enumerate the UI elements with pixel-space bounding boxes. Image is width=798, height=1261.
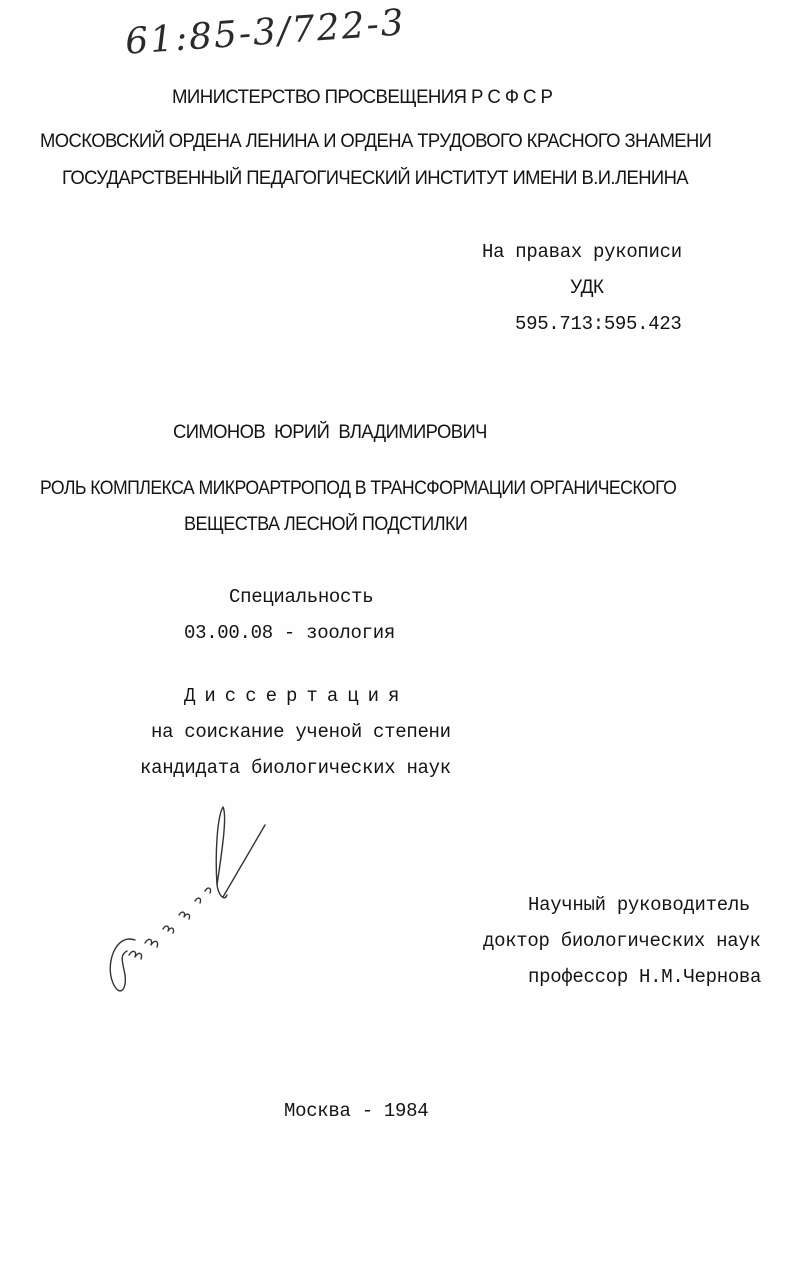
institute-line-2: ГОСУДАРСТВЕННЫЙ ПЕДАГОГИЧЕСКИЙ ИНСТИТУТ ИМЕНИ В.И.ЛЕНИНА	[62, 168, 689, 189]
advisor-label: Научный руководитель	[528, 894, 751, 916]
title-line-2: ВЕЩЕСТВА ЛЕСНОЙ ПОДСТИЛКИ	[184, 514, 468, 535]
degree-line-2: кандидата биологических наук	[140, 757, 451, 779]
ministry-heading: МИНИСТЕРСТВО ПРОСВЕЩЕНИЯ Р С Ф С Р	[172, 87, 553, 108]
udk-value: 595.713:595.423	[515, 313, 682, 335]
city-year: Москва - 1984	[284, 1100, 429, 1122]
dissertation-label: Диссертация	[184, 685, 409, 707]
degree-line-1: на соискание ученой степени	[151, 721, 451, 743]
specialty-value: 03.00.08 - зоология	[184, 622, 395, 644]
archive-number: 61:85-3/722-3	[123, 2, 407, 63]
udk-label: УДК	[570, 277, 604, 298]
institute-line-1: МОСКОВСКИЙ ОРДЕНА ЛЕНИНА И ОРДЕНА ТРУДОВОГО КРАСНОГО ЗНАМЕНИ	[40, 131, 712, 152]
author-signature	[105, 805, 275, 1005]
specialty-label: Специальность	[229, 586, 374, 608]
rights-notice: На правах рукописи	[482, 241, 682, 263]
title-line-1: РОЛЬ КОМПЛЕКСА МИКРОАРТРОПОД В ТРАНСФОРМАЦИИ ОРГАНИЧЕСКОГО	[40, 478, 677, 499]
advisor-name: профессор Н.М.Чернова	[528, 966, 762, 988]
author-name: СИМОНОВ ЮРИЙ ВЛАДИМИРОВИЧ	[173, 422, 487, 443]
advisor-degree: доктор биологических наук	[483, 930, 761, 952]
